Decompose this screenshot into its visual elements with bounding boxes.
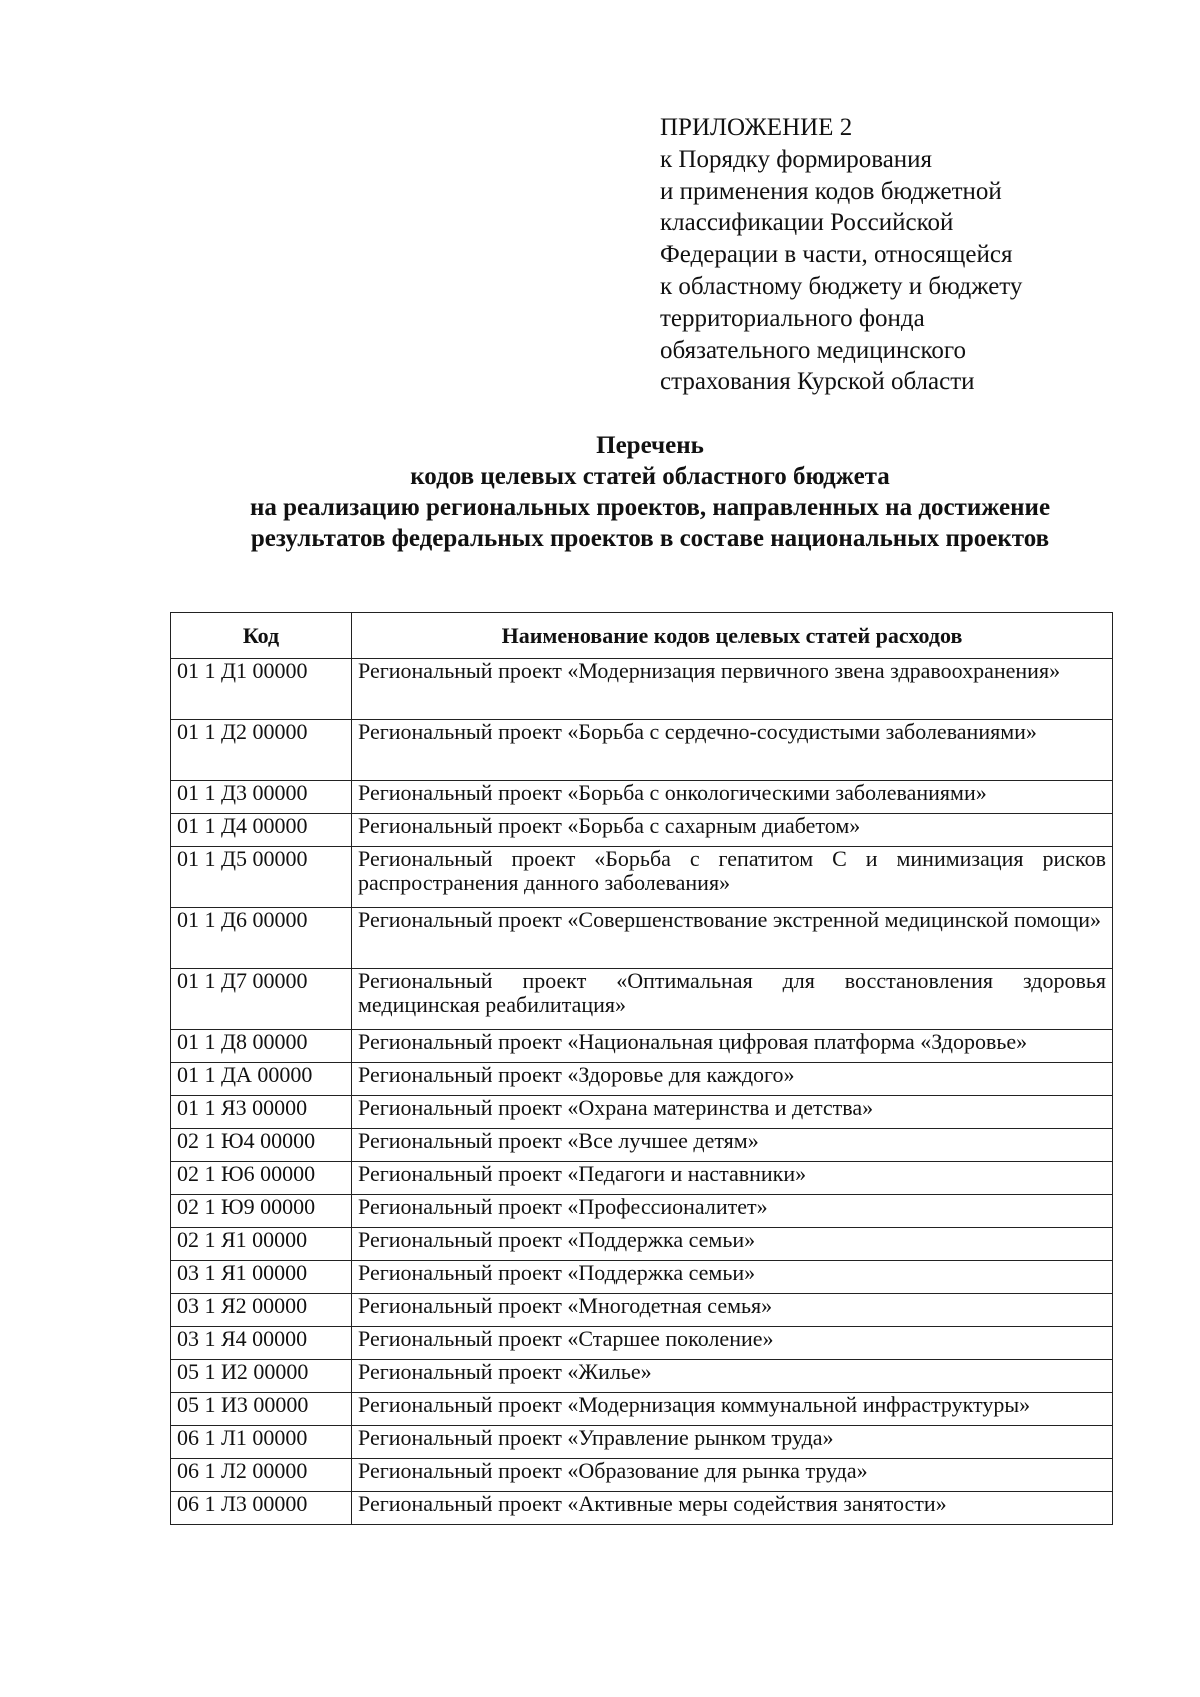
appendix-block [660,112,1130,398]
appendix-line: классификации Российской [660,209,954,237]
header-name: Наименование кодов целевых статей расходов [352,613,1113,659]
row-name: Региональный проект «Профессионалитет» [352,1195,1113,1228]
appendix-line: территориального фонда [660,304,925,332]
row-code: 03 1 Я2 00000 [171,1294,352,1327]
table-row [171,1393,1113,1426]
row-code: 01 1 Д4 00000 [171,814,352,847]
row-name: Региональный проект «Охрана материнства и детства» [352,1096,1113,1129]
row-code: 02 1 Ю6 00000 [171,1162,352,1195]
row-code: 06 1 Л1 00000 [171,1426,352,1459]
table-row [171,659,1113,720]
header-code: Код [171,613,352,659]
table-row [171,1294,1113,1327]
document-title [170,430,1130,554]
table-row [171,1030,1113,1063]
table-row [171,1195,1113,1228]
row-name: Региональный проект «Борьба с сахарным диабетом» [352,814,1113,847]
row-code: 01 1 Д5 00000 [171,847,352,908]
row-code: 05 1 И3 00000 [171,1393,352,1426]
appendix-line: Федерации в части, относящейся [660,241,1013,269]
appendix-line: к Порядку формирования [660,145,933,173]
row-name: Региональный проект «Борьба с гепатитом С и минимизация рисков распространения данного заболевания» [352,847,1113,908]
table-row [171,969,1113,1030]
row-code: 01 1 ДА 00000 [171,1063,352,1096]
appendix-line: страхования Курской области [660,368,975,396]
table-row [171,1162,1113,1195]
table-row [171,1426,1113,1459]
appendix-line: к областному бюджету и бюджету [660,272,1023,300]
row-code: 02 1 Я1 00000 [171,1228,352,1261]
table-row [171,720,1113,781]
row-name: Региональный проект «Многодетная семья» [352,1294,1113,1327]
row-name: Региональный проект «Все лучшее детям» [352,1129,1113,1162]
table-row [171,1063,1113,1096]
row-name: Региональный проект «Активные меры содействия занятости» [352,1492,1113,1525]
table-row [171,1261,1113,1294]
row-code: 05 1 И2 00000 [171,1360,352,1393]
appendix-line: и применения кодов бюджетной [660,177,1002,205]
row-name: Региональный проект «Совершенствование экстренной медицинской помощи» [352,908,1113,969]
title-line: Перечень [596,432,704,459]
table-row [171,1129,1113,1162]
row-code: 01 1 Д3 00000 [171,781,352,814]
row-name: Региональный проект «Борьба с сердечно-сосудистыми заболеваниями» [352,720,1113,781]
table-row [171,1327,1113,1360]
table-row [171,1492,1113,1525]
row-name: Региональный проект «Модернизация коммунальной инфраструктуры» [352,1393,1113,1426]
title-line: на реализацию региональных проектов, направленных на достижение [249,494,1051,521]
title-line: кодов целевых статей областного бюджета [410,463,890,490]
table-row [171,908,1113,969]
row-code: 01 1 Д6 00000 [171,908,352,969]
row-code: 01 1 Д2 00000 [171,720,352,781]
appendix-line: ПРИЛОЖЕНИЕ 2 [660,114,853,141]
row-code: 06 1 Л3 00000 [171,1492,352,1525]
table-row [171,781,1113,814]
row-name: Региональный проект «Старшее поколение» [352,1327,1113,1360]
row-code: 03 1 Я1 00000 [171,1261,352,1294]
row-name: Региональный проект «Поддержка семьи» [352,1261,1113,1294]
table-row [171,847,1113,908]
row-code: 01 1 Я3 00000 [171,1096,352,1129]
row-code: 02 1 Ю9 00000 [171,1195,352,1228]
row-name: Региональный проект «Поддержка семьи» [352,1228,1113,1261]
row-name: Региональный проект «Управление рынком труда» [352,1426,1113,1459]
table-row [171,1228,1113,1261]
row-code: 01 1 Д1 00000 [171,659,352,720]
appendix-line: обязательного медицинского [660,336,967,364]
row-name: Региональный проект «Образование для рынка труда» [352,1459,1113,1492]
row-code: 01 1 Д7 00000 [171,969,352,1030]
row-code: 01 1 Д8 00000 [171,1030,352,1063]
row-name: Региональный проект «Жилье» [352,1360,1113,1393]
row-name: Региональный проект «Модернизация первичного звена здравоохранения» [352,659,1113,720]
row-name: Региональный проект «Оптимальная для восстановления здоровья медицинская реабилитация» [352,969,1113,1030]
row-name: Региональный проект «Педагоги и наставники» [352,1162,1113,1195]
codes-table [170,612,1113,1525]
table-row [171,1459,1113,1492]
row-code: 06 1 Л2 00000 [171,1459,352,1492]
table-header-row [171,613,1113,659]
row-name: Региональный проект «Национальная цифровая платформа «Здоровье» [352,1030,1113,1063]
row-name: Региональный проект «Здоровье для каждого» [352,1063,1113,1096]
row-code: 03 1 Я4 00000 [171,1327,352,1360]
title-line: результатов федеральных проектов в составе национальных проектов [250,525,1050,552]
table-row [171,814,1113,847]
row-code: 02 1 Ю4 00000 [171,1129,352,1162]
row-name: Региональный проект «Борьба с онкологическими заболеваниями» [352,781,1113,814]
table-row [171,1360,1113,1393]
table-row [171,1096,1113,1129]
